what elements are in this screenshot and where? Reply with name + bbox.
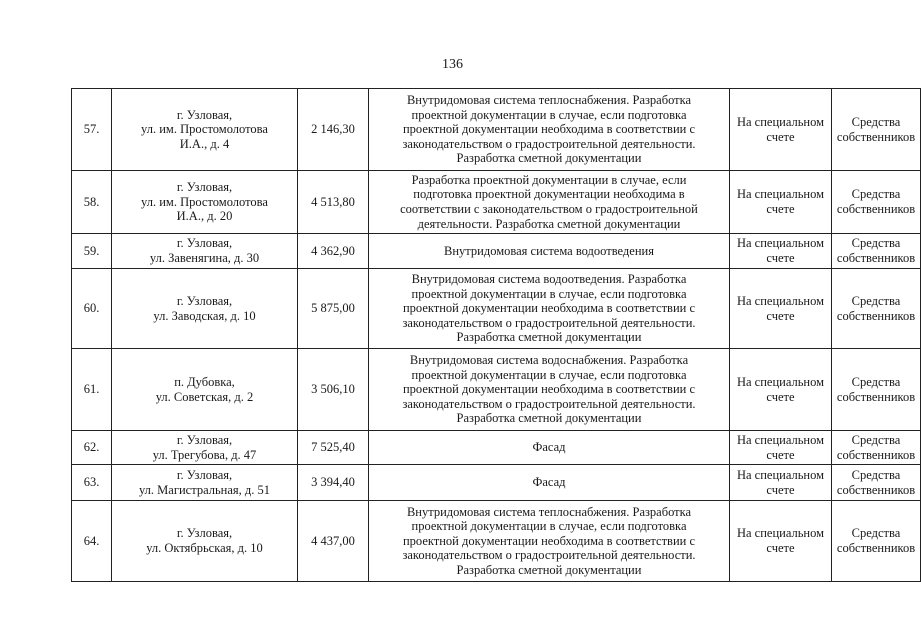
account-cell: На специальном счете: [730, 171, 832, 234]
work-type-cell: Внутридомовая система теплоснабжения. Разработка проектной документации в случае, если подготовка проектной документации необходима в соответствии с законодательством о градостроительной деятельности. Разработка сметной документации: [369, 89, 730, 171]
funding-source-cell: Средства собственников: [832, 234, 921, 269]
work-type-cell: Внутридомовая система водоснабжения. Разработка проектной документации в случае, если подготовка проектной документации необходима в соответствии с законодательством о градостроительной деятельности. Разработка сметной документации: [369, 349, 730, 431]
address-cell: г. Узловая, ул. Октябрьская, д. 10: [112, 501, 298, 582]
funding-source-cell: Средства собственников: [832, 171, 921, 234]
row-number: 57.: [72, 89, 112, 171]
sum-cell: 5 875,00: [298, 269, 369, 349]
table-row: [72, 234, 921, 269]
row-number: 61.: [72, 349, 112, 431]
table-row: [72, 89, 921, 171]
table-row: [72, 269, 921, 349]
funding-source-cell: Средства собственников: [832, 501, 921, 582]
address-cell: г. Узловая, ул. Магистральная, д. 51: [112, 465, 298, 501]
sum-cell: 4 437,00: [298, 501, 369, 582]
sum-cell: 2 146,30: [298, 89, 369, 171]
row-number: 63.: [72, 465, 112, 501]
funding-source-cell: Средства собственников: [832, 269, 921, 349]
address-cell: г. Узловая, ул. им. Простомолотова И.А., д. 4: [112, 89, 298, 171]
account-cell: На специальном счете: [730, 465, 832, 501]
sum-cell: 4 513,80: [298, 171, 369, 234]
work-type-cell: Фасад: [369, 465, 730, 501]
table-row: [72, 349, 921, 431]
funding-source-cell: Средства собственников: [832, 431, 921, 465]
work-type-cell: Разработка проектной документации в случае, если подготовка проектной документации необходима в соответствии с законодательством о градостроительной деятельности. Разработка сметной документации: [369, 171, 730, 234]
address-cell: г. Узловая, ул. Трегубова, д. 47: [112, 431, 298, 465]
work-type-cell: Внутридомовая система теплоснабжения. Разработка проектной документации в случае, если подготовка проектной документации необходима в соответствии с законодательством о градостроительной деятельности. Разработка сметной документации: [369, 501, 730, 582]
sum-cell: 3 394,40: [298, 465, 369, 501]
row-number: 60.: [72, 269, 112, 349]
sum-cell: 4 362,90: [298, 234, 369, 269]
work-type-cell: Внутридомовая система водоотведения: [369, 234, 730, 269]
sum-cell: 3 506,10: [298, 349, 369, 431]
account-cell: На специальном счете: [730, 89, 832, 171]
funding-source-cell: Средства собственников: [832, 349, 921, 431]
account-cell: На специальном счете: [730, 501, 832, 582]
works-table: [71, 88, 921, 582]
account-cell: На специальном счете: [730, 269, 832, 349]
row-number: 62.: [72, 431, 112, 465]
account-cell: На специальном счете: [730, 234, 832, 269]
address-cell: г. Узловая, ул. Завенягина, д. 30: [112, 234, 298, 269]
account-cell: На специальном счете: [730, 431, 832, 465]
table-row: [72, 465, 921, 501]
address-cell: г. Узловая, ул. им. Простомолотова И.А., д. 20: [112, 171, 298, 234]
table-row: [72, 431, 921, 465]
row-number: 58.: [72, 171, 112, 234]
work-type-cell: Внутридомовая система водоотведения. Разработка проектной документации в случае, если подготовка проектной документации необходима в соответствии с законодательством о градостроительной деятельности. Разработка сметной документации: [369, 269, 730, 349]
funding-source-cell: Средства собственников: [832, 89, 921, 171]
account-cell: На специальном счете: [730, 349, 832, 431]
work-type-cell: Фасад: [369, 431, 730, 465]
page-number: 136: [442, 57, 463, 72]
sum-cell: 7 525,40: [298, 431, 369, 465]
row-number: 64.: [72, 501, 112, 582]
table-row: [72, 171, 921, 234]
row-number: 59.: [72, 234, 112, 269]
address-cell: г. Узловая, ул. Заводская, д. 10: [112, 269, 298, 349]
funding-source-cell: Средства собственников: [832, 465, 921, 501]
table-row: [72, 501, 921, 582]
address-cell: п. Дубовка, ул. Советская, д. 2: [112, 349, 298, 431]
